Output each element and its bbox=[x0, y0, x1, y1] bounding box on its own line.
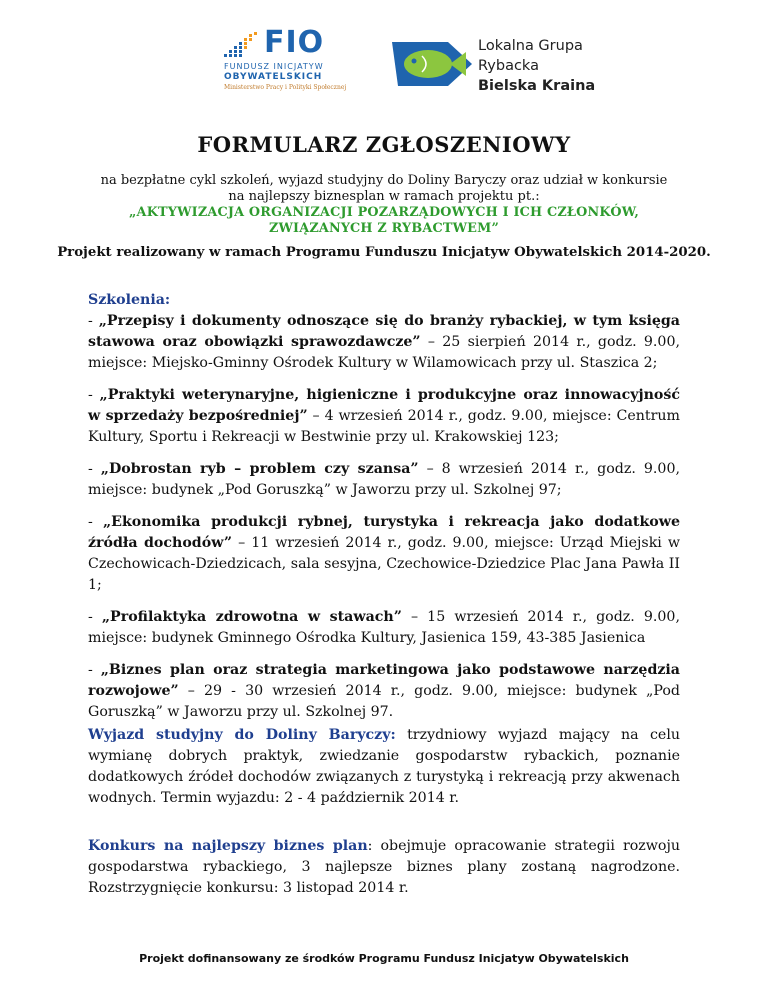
training-item-4: - „Ekonomika produkcji rybnej, turystyka i rekreacja jako dodatkowe źródła dochodów” – 11 wrzesień 2014 r., godz. 9.00, miejsce: Urząd Miejski w Czechowicach-Dziedzicach, sala sesyjna, Czechowice-Dziedzice Plac Jana Pawła II 1; bbox=[88, 514, 680, 593]
trainings-section bbox=[88, 290, 680, 734]
program-statement: Projekt realizowany w ramach Programu Funduszu Inicjatyw Obywatelskich 2014-2020. bbox=[57, 245, 711, 260]
study-trip-text: Wyjazd studyjny do Doliny Baryczy: trzydniowy wyjazd mający na celu wymianę dobrych praktyk, zwiedzanie gospodarstw rybackich, poznanie dodatkowych źródeł dochodów związanych z turystyką i rekreacją przy akwenach wodnych. Termin wyjazdu: 2 - 4 październik 2014 r. bbox=[88, 727, 680, 806]
contest-section bbox=[88, 836, 680, 899]
project-title-line-1: „AKTYWIZACJA ORGANIZACJI POZARZĄDOWYCH I ICH CZŁONKÓW, bbox=[129, 205, 639, 220]
intro-text bbox=[0, 173, 768, 237]
page-footer: Projekt dofinansowany ze środków Programu Fundusz Inicjatyw Obywatelskich bbox=[139, 952, 629, 965]
study-trip-heading: Wyjazd studyjny do Doliny Baryczy: bbox=[88, 727, 396, 743]
fio-logo-name: FIO bbox=[264, 25, 325, 60]
training-item-6: - „Biznes plan oraz strategia marketingowa jako podstawowe narzędzia rozwojowe” – 29 - 30 wrzesień 2014 r., godz. 9.00, miejsce: budynek „Pod Goruszką” w Jaworzu przy ul. Szkolnej 97. bbox=[88, 662, 681, 720]
fio-logo-line2: OBYWATELSKICH bbox=[224, 72, 323, 82]
training-item-5: - „Profilaktyka zdrowotna w stawach” – 15 wrzesień 2014 r., godz. 9.00, miejsce: budynek Gminnego Ośrodka Kultury, Jasienica 159, 43-385 Jasienica bbox=[88, 609, 680, 646]
training-item-3: - „Dobrostan ryb – problem czy szansa” – 8 wrzesień 2014 r., godz. 9.00, miejsce: budynek „Pod Goruszką” w Jaworzu przy ul. Szkolnej 97; bbox=[88, 461, 680, 498]
lgr-logo-line2: Rybacka bbox=[478, 58, 539, 74]
lgr-logo-line1: Lokalna Grupa bbox=[478, 38, 583, 54]
study-trip-section bbox=[88, 725, 680, 809]
fio-bars-icon bbox=[224, 32, 262, 60]
fio-logo-line3: Ministerstwo Pracy i Polityki Społecznej bbox=[224, 84, 347, 91]
project-title-line-2: ZWIĄZANYCH Z RYBACTWEM” bbox=[268, 221, 500, 236]
lgr-logo bbox=[388, 32, 596, 100]
fio-logo bbox=[222, 25, 347, 94]
trainings-heading: Szkolenia: bbox=[88, 292, 171, 308]
intro-line-2: na najlepszy biznesplan w ramach projektu pt.: bbox=[228, 189, 540, 204]
training-item-1: - „Przepisy i dokumenty odnoszące się do branży rybackiej, w tym księga stawowa oraz obowiązki sprawozdawcze” – 25 sierpień 2014 r., godz. 9.00, miejsce: Miejsko-Gminny Ośrodek Kultury w Wilamowicach przy ul. Staszica 2; bbox=[88, 313, 680, 371]
lgr-logo-line3: Bielska Kraina bbox=[478, 78, 596, 94]
fio-logo-line1: FUNDUSZ INICJATYW bbox=[224, 62, 324, 71]
page-title: FORMULARZ ZGŁOSZENIOWY bbox=[197, 132, 571, 157]
contest-heading: Konkurs na najlepszy biznes plan bbox=[88, 838, 368, 854]
lgr-logo-text bbox=[478, 36, 595, 96]
training-item-2: - „Praktyki weterynaryjne, higieniczne i produkcyjne oraz innowacyjność w sprzedaży bezpośredniej” – 4 wrzesień 2014 r., godz. 9.00, miejsce: Centrum Kultury, Sportu i Rekreacji w Bestwinie przy ul. Krakowskiej 123; bbox=[88, 387, 680, 445]
intro-line-1: na bezpłatne cykl szkoleń, wyjazd studyjny do Doliny Baryczy oraz udział w konkursie bbox=[100, 173, 668, 188]
fish-icon bbox=[388, 36, 476, 92]
contest-text: Konkurs na najlepszy biznes plan: obejmuje opracowanie strategii rozwoju gospodarstwa rybackiego, 3 najlepsze biznes plany zostaną nagrodzone. Rozstrzygnięcie konkursu: 3 listopad 2014 r. bbox=[88, 838, 680, 896]
